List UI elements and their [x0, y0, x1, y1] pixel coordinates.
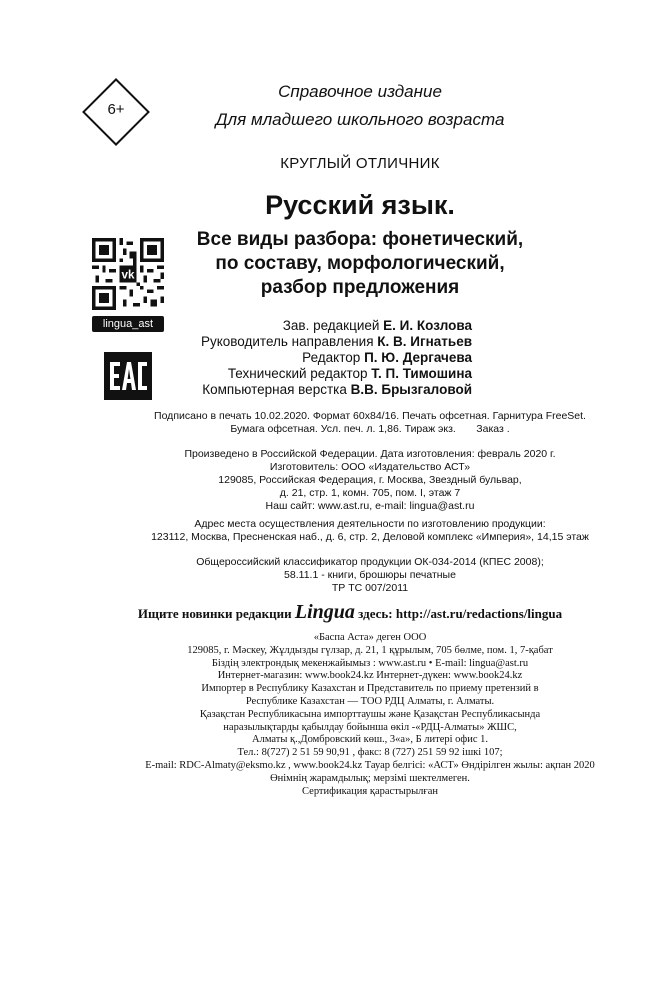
print-info-line: Подписано в печать 10.02.2020. Формат 60x84/16. Печать офсетная. Гарнитура FreeSet.: [154, 410, 586, 422]
kz-info-line: Алматы қ.,Домбровский көш., 3«а», Б литері офис 1.: [252, 734, 488, 746]
eac-mark-icon: [104, 352, 152, 400]
credit-line: [201, 366, 472, 382]
classifier-line: ТР ТС 007/2011: [331, 582, 409, 594]
credit-role: Редактор: [302, 350, 361, 365]
kz-info-line: E-mail: RDC-Almaty@eksmo.kz , www.book24.kz Тауар белгісі: «АСТ» Өндірілген жылы: ақпан 2020: [145, 759, 595, 771]
subtitle-line: по составу, морфологический,: [215, 253, 505, 274]
book-title: Русский язык.: [265, 190, 455, 220]
kz-info-line: Біздің электрондық мекенжайымыз : www.ast.ru • E-mail: lingua@ast.ru: [211, 657, 529, 669]
svg-text:vk: vk: [121, 268, 135, 282]
print-info-line: Бумага офсетная. Усл. печ. л. 1,86. Тираж экз. Заказ .: [230, 423, 510, 435]
novelty-line: [110, 601, 590, 624]
production-address-line: 123112, Москва, Пресненская наб., д. 6, стр. 2, Деловой комплекс «Империя», 14,15 этаж: [151, 531, 589, 543]
kz-info-line: Интернет-магазин: www.book24.kz Интернет-дүкен: www.book24.kz: [217, 670, 523, 682]
production-address: [100, 518, 640, 544]
lingua-logo: Lingua: [294, 601, 355, 623]
manufacturer-line: Изготовитель: ООО «Издательство АСТ»: [269, 461, 471, 473]
kz-info-line: Импортер в Республику Казахстан и Представитель по приему претензий в: [201, 683, 539, 695]
credit-role: Зав. редакцией: [282, 318, 380, 333]
age-rating: 6+: [107, 101, 125, 118]
manufacturer-line: Наш сайт: www.ast.ru, e-mail: lingua@ast.ru: [265, 500, 475, 512]
kz-info-line: Сертификация қарастырылған: [302, 785, 438, 797]
credit-line: [201, 318, 472, 334]
novelty-before: Ищите новинки редакции: [137, 606, 292, 621]
credit-role: Технический редактор: [227, 366, 368, 381]
subtitle-line: разбор предложения: [260, 277, 460, 298]
print-info: [150, 410, 590, 436]
kz-info-line: «Баспа Аста» деген ООО: [313, 632, 427, 643]
manufacturer-line: д. 21, стр. 1, комн. 705, пом. I, этаж 7: [279, 487, 461, 499]
manufacturer-line: 129085, Российская Федерация, г. Москва, Звездный бульвар,: [218, 474, 522, 486]
novelty-link[interactable]: здесь: http://ast.ru/redactions/lingua: [358, 606, 563, 621]
credit-role: Компьютерная верстка: [202, 382, 347, 397]
audience: Для младшего школьного возраста: [215, 110, 505, 129]
edition-type: Справочное издание: [278, 82, 442, 101]
kz-info-line: Тел.: 8(727) 2 51 59 90,91 , факс: 8 (727) 251 59 92 ішкі 107;: [237, 747, 503, 759]
kz-info-line: Қазақстан Республикасына импорттаушы және Қазақстан Республикасында: [199, 708, 541, 720]
kz-info-line: Республике Казахстан — ТОО РДЦ Алматы, г. Алматы.: [245, 695, 495, 707]
kz-info-line: Өнімнің жарамдылық; мерзімі шектелмеген.: [270, 772, 470, 784]
credit-line: [201, 334, 472, 350]
credit-line: [201, 382, 472, 398]
credits: [201, 318, 472, 398]
qr-tag-label: lingua_ast: [92, 316, 164, 332]
credit-name: Т. П. Тимошина: [371, 366, 472, 381]
manufacturer-line: Произведено в Российской Федерации. Дата изготовления: февраль 2020 г.: [184, 448, 556, 460]
credit-role: Руководитель направления: [200, 334, 374, 349]
kz-info: [100, 632, 640, 798]
book-subtitle: [160, 228, 560, 300]
classifier-line: Общероссийский классификатор продукции ОК-034-2014 (КПЕС 2008);: [196, 556, 544, 568]
credit-line: [201, 350, 472, 366]
series-name: КРУГЛЫЙ ОТЛИЧНИК: [280, 155, 440, 172]
subtitle-line: Все виды разбора: фонетический,: [196, 229, 524, 250]
classifier-info: [150, 556, 590, 595]
credit-name: П. Ю. Дергачева: [364, 350, 472, 365]
kz-info-line: наразылықтарды қабылдау бойынша өкіл -«РДЦ-Алматы» ЖШС,: [223, 721, 517, 733]
credit-name: В.В. Брызгаловой: [350, 382, 472, 397]
manufacturer-info: [150, 448, 590, 513]
credit-name: К. В. Игнатьев: [377, 334, 472, 349]
kz-info-line: 129085, г. Мәскеу, Жұлдызды гүлзар, д. 21, 1 құрылым, 705 бөлме, пом. 1, 7-қабат: [187, 644, 553, 656]
production-address-line: Адрес места осуществления деятельности по изготовлению продукции:: [194, 518, 546, 530]
qr-code-icon: [92, 238, 164, 310]
classifier-line: 58.11.1 - книги, брошюры печатные: [284, 569, 456, 581]
credit-name: Е. И. Козлова: [383, 318, 472, 333]
